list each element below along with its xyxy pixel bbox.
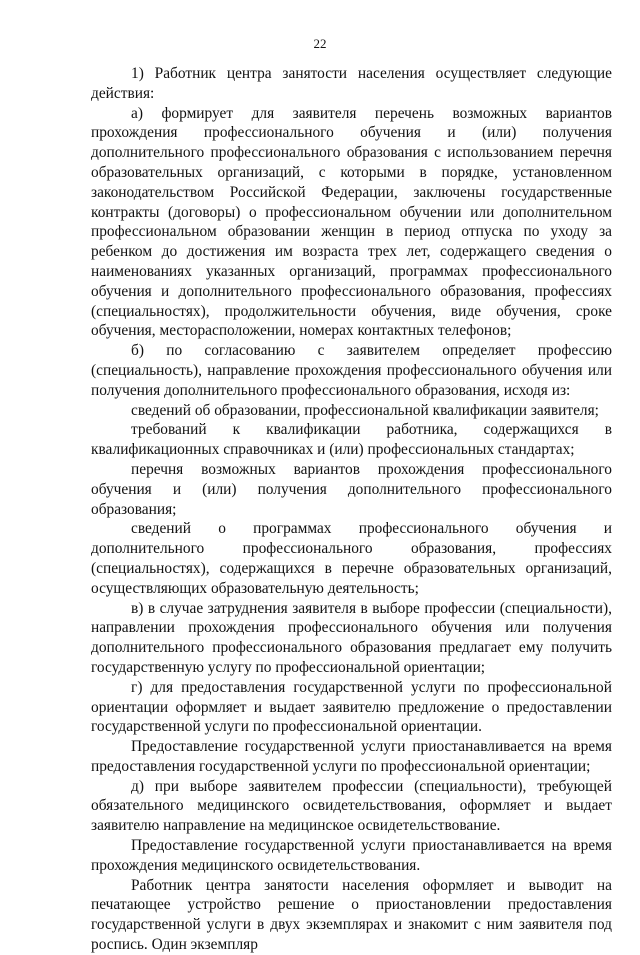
- paragraph: б) по согласованию с заявителем определяет профессию (специальность), направление прохождения профессионального обучения или получения дополнительного профессионального образования, исходя из:: [91, 342, 612, 399]
- paragraph: требований к квалификации работника, содержащихся в квалификационных справочниках и (или) профессиональных стандартах;: [91, 421, 612, 459]
- paragraph: д) при выборе заявителем профессии (специальности), требующей обязательного медицинского освидетельствования, оформляет и выдает заявителю направление на медицинское освидетельствование.: [91, 777, 612, 835]
- paragraph: а) формирует для заявителя перечень возможных вариантов прохождения профессионального обучения и (или) получения дополнительного профессионального образования с использованием перечня образовательных организаций, с которыми в порядке, установленном законодательством Российской Федерации, заключены государственные контракты (договоры) о профессиональном обучении или дополнительном профессиональном образовании женщин в период отпуска по уходу за ребенком до достижения им возраста трех лет, содержащего сведения о наименованиях указанных организаций, программах профессионального обучения и дополнительного профессионального образования, профессиях (специальностях), продолжительности обучения, виде обучения, сроке обучения, месторасположении, номерах контактных телефонов;: [91, 104, 612, 340]
- paragraph: Работник центра занятости населения оформляет и выводит на печатающее устройство решение о приостановлении предоставления государственной услуги в двух экземплярах и знакомит с ним заявителя под роспись. Один экземпляр: [91, 876, 612, 954]
- paragraph: 1) Работник центра занятости населения осуществляет следующие действия:: [91, 65, 612, 102]
- paragraph: в) в случае затруднения заявителя в выборе профессии (специальности), направлении прохождения профессионального обучения или получения дополнительного профессионального образования предлагает ему получить государственную услугу по профессиональной ориентации;: [91, 599, 612, 676]
- paragraph: Предоставление государственной услуги приостанавливается на время прохождения медицинского освидетельствования.: [91, 837, 612, 874]
- document-body: [91, 64, 612, 955]
- paragraph: сведений о программах профессионального обучения и дополнительного профессионального образования, профессиях (специальностях), содержащихся в перечне образовательных организаций, осуществляющих образовательную деятельность;: [91, 520, 612, 597]
- paragraph: сведений об образовании, профессиональной квалификации заявителя;: [131, 401, 599, 419]
- paragraph: перечня возможных вариантов прохождения профессионального обучения и (или) получения дополнительного профессионального образования;: [91, 460, 612, 518]
- page-number: 22: [313, 36, 327, 51]
- paragraph: г) для предоставления государственной услуги по профессиональной ориентации оформляет и выдает заявителю предложение о предоставлении государственной услуги по профессиональной ориентации.: [91, 678, 612, 736]
- paragraph: Предоставление государственной услуги приостанавливается на время предоставления государственной услуги по профессиональной ориентации;: [91, 738, 612, 775]
